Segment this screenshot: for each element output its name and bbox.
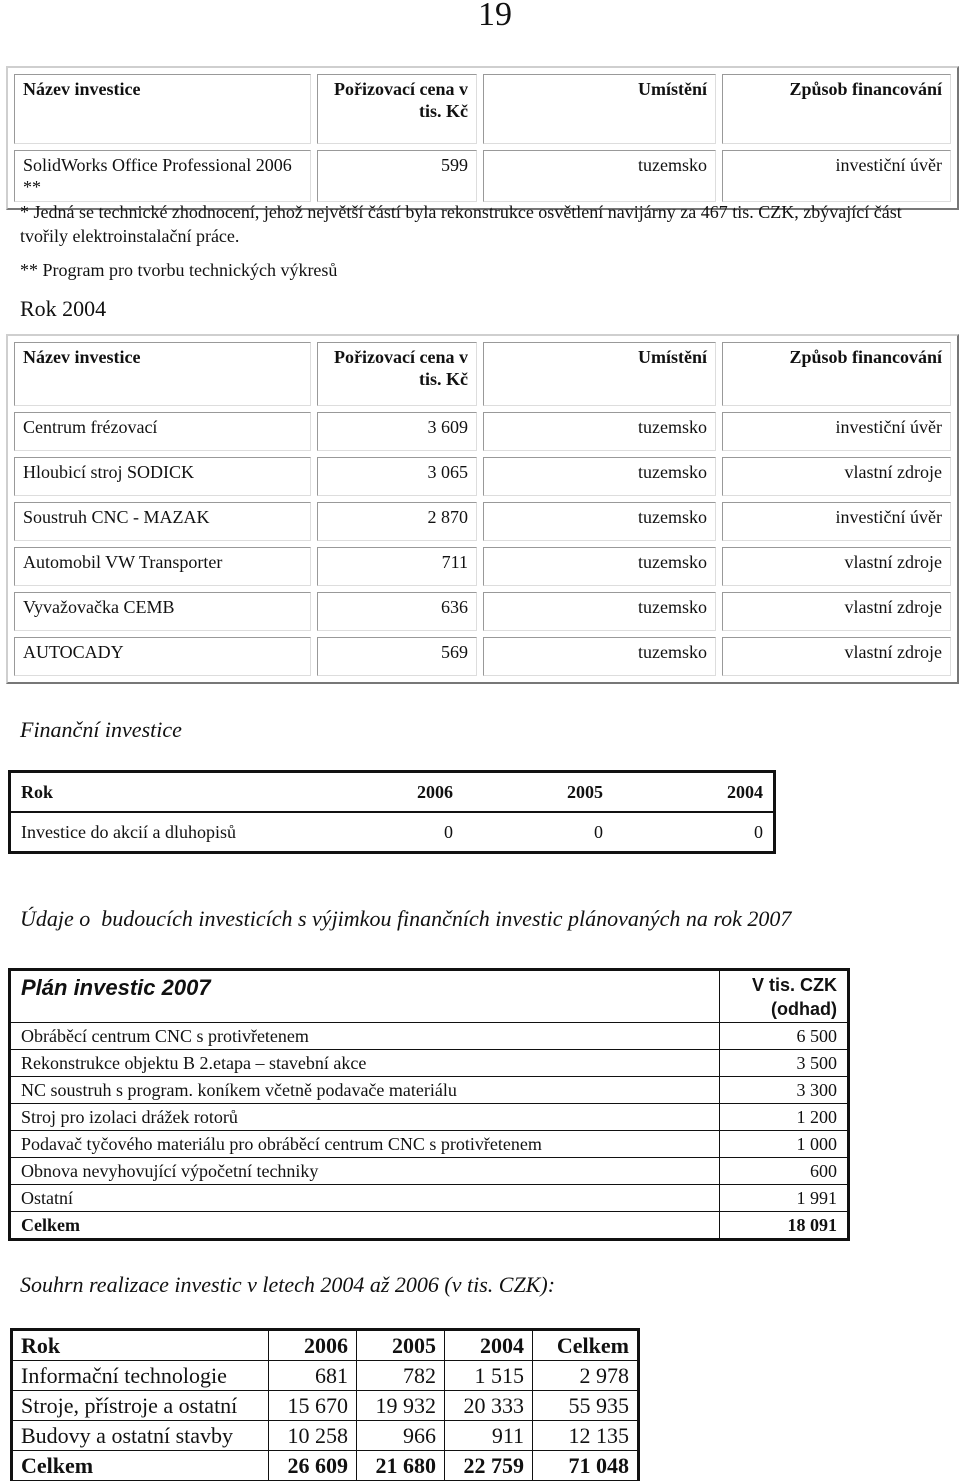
- cell-price: 599: [317, 150, 477, 202]
- table-header-row: [11, 971, 848, 1023]
- financial-investment-table: [8, 770, 776, 854]
- header-2006: 2006: [313, 773, 463, 812]
- cell-name: SolidWorks Office Professional 2006 **: [14, 150, 311, 202]
- cell-value: 1 000: [720, 1131, 848, 1158]
- cell-financing: vlastní zdroje: [722, 637, 951, 676]
- cell-name: Automobil VW Transporter: [14, 547, 311, 586]
- footnote-double-star: ** Program pro tvorbu technických výkresů: [20, 260, 338, 280]
- total-2004: 22 759: [445, 1451, 533, 1481]
- header-name: Název investice: [14, 342, 311, 406]
- table-row: [13, 1391, 638, 1421]
- table-row: [11, 1185, 848, 1212]
- section-title-financial: Finanční investice: [20, 717, 182, 742]
- cell-2006: 0: [444, 821, 453, 842]
- cell-name: Vyvažovačka CEMB: [14, 592, 311, 631]
- cell-name: Centrum frézovací: [14, 412, 311, 451]
- header-location: Umístění: [483, 74, 716, 144]
- header-financing: Způsob financování: [722, 74, 951, 144]
- table-row: [11, 1050, 848, 1077]
- header-price: Pořizovací cena v tis. Kč: [317, 74, 477, 144]
- table-row: [14, 592, 951, 631]
- table-row: [14, 457, 951, 496]
- cell-value: 1 200: [720, 1104, 848, 1131]
- plan-investments-table: [8, 968, 850, 1241]
- cell-location: tuzemsko: [483, 637, 716, 676]
- table-header-row: [13, 1331, 638, 1361]
- cell-name: Ostatní: [11, 1185, 720, 1212]
- cell-financing: vlastní zdroje: [722, 592, 951, 631]
- cell-2004: 20 333: [445, 1391, 533, 1421]
- cell-location: tuzemsko: [483, 547, 716, 586]
- cell-name: NC soustruh s program. koníkem včetně podavače materiálu: [11, 1077, 720, 1104]
- cell-2004: 0: [754, 821, 763, 842]
- table-header-row: [11, 773, 773, 812]
- cell-name: Hloubicí stroj SODICK: [14, 457, 311, 496]
- cell-total: 55 935: [533, 1391, 638, 1421]
- header-financing: Způsob financování: [722, 342, 951, 406]
- table-row: [11, 1131, 848, 1158]
- cell-location: tuzemsko: [483, 412, 716, 451]
- cell-name: Podavač tyčového materiálu pro obráběcí centrum CNC s protivřetenem: [11, 1131, 720, 1158]
- table-row: [11, 1104, 848, 1131]
- table-row: [14, 547, 951, 586]
- investment-table-2006: [6, 66, 959, 210]
- cell-total: 2 978: [533, 1361, 638, 1391]
- cell-financing: vlastní zdroje: [722, 457, 951, 496]
- cell-2004: 1 515: [445, 1361, 533, 1391]
- cell-price: 3 609: [317, 412, 477, 451]
- total-all: 71 048: [533, 1451, 638, 1481]
- summary-table: [10, 1328, 640, 1481]
- footnote-star: * Jedná se technické zhodnocení, jehož největší částí byla rekonstrukce osvětlení navijárny za 467 tis. CZK, zbývající část tvořily elektroinstalační práce.: [20, 202, 902, 246]
- header-price: Pořizovací cena v tis. Kč: [317, 342, 477, 406]
- cell-location: tuzemsko: [483, 592, 716, 631]
- table-row: [11, 812, 773, 851]
- table-row: [11, 1023, 848, 1050]
- table-header-row: [14, 74, 951, 144]
- table-row: [14, 637, 951, 676]
- cell-name: Investice do akcií a dluhopisů: [21, 821, 236, 842]
- header-year: Rok: [11, 773, 313, 812]
- plan-unit: V tis. CZK (odhad): [720, 971, 848, 1023]
- cell-financing: vlastní zdroje: [722, 547, 951, 586]
- cell-price: 711: [317, 547, 477, 586]
- header-2004: 2004: [445, 1331, 533, 1361]
- cell-price: 636: [317, 592, 477, 631]
- cell-name: Budovy a ostatní stavby: [13, 1421, 269, 1451]
- cell-name: Obráběcí centrum CNC s protivřetenem: [11, 1023, 720, 1050]
- cell-price: 2 870: [317, 502, 477, 541]
- cell-2006: 15 670: [269, 1391, 357, 1421]
- table-total-row: [13, 1451, 638, 1481]
- section-title-summary: Souhrn realizace investic v letech 2004 až 2006 (v tis. CZK):: [20, 1272, 556, 1297]
- table-row: [11, 1077, 848, 1104]
- cell-financing: investiční úvěr: [722, 502, 951, 541]
- cell-financing: investiční úvěr: [722, 150, 951, 202]
- cell-2005: 0: [594, 821, 603, 842]
- cell-name: AUTOCADY: [14, 637, 311, 676]
- table-row: [11, 1158, 848, 1185]
- investment-table-2004: [6, 334, 959, 684]
- cell-location: tuzemsko: [483, 457, 716, 496]
- table-row: [13, 1421, 638, 1451]
- table-row: [14, 502, 951, 541]
- table-row: [14, 150, 951, 202]
- header-2005: 2005: [463, 773, 613, 812]
- cell-2004: 911: [445, 1421, 533, 1451]
- table-row: [14, 412, 951, 451]
- total-2006: 26 609: [269, 1451, 357, 1481]
- cell-2006: 10 258: [269, 1421, 357, 1451]
- cell-2005: 966: [357, 1421, 445, 1451]
- cell-value: 3 500: [720, 1050, 848, 1077]
- cell-price: 569: [317, 637, 477, 676]
- cell-name: Rekonstrukce objektu B 2.etapa – stavební akce: [11, 1050, 720, 1077]
- page-number: 19: [478, 0, 512, 33]
- cell-name: Stroje, přístroje a ostatní: [13, 1391, 269, 1421]
- section-title-2004: Rok 2004: [20, 296, 107, 321]
- table-header-row: [14, 342, 951, 406]
- header-2005: 2005: [357, 1331, 445, 1361]
- cell-name: Soustruh CNC - MAZAK: [14, 502, 311, 541]
- table-row: [13, 1361, 638, 1391]
- cell-name: Obnova nevyhovující výpočetní techniky: [11, 1158, 720, 1185]
- cell-name: Informační technologie: [13, 1361, 269, 1391]
- cell-value: 1 991: [720, 1185, 848, 1212]
- header-name: Název investice: [14, 74, 311, 144]
- plan-title: Plán investic 2007: [11, 971, 720, 1023]
- total-label: Celkem: [11, 1212, 720, 1239]
- cell-value: 3 300: [720, 1077, 848, 1104]
- total-label: Celkem: [13, 1451, 269, 1481]
- cell-name: Stroj pro izolaci drážek rotorů: [11, 1104, 720, 1131]
- total-2005: 21 680: [357, 1451, 445, 1481]
- header-total: Celkem: [533, 1331, 638, 1361]
- cell-location: tuzemsko: [483, 502, 716, 541]
- cell-2005: 782: [357, 1361, 445, 1391]
- table-total-row: [11, 1212, 848, 1239]
- cell-value: 6 500: [720, 1023, 848, 1050]
- cell-2005: 19 932: [357, 1391, 445, 1421]
- cell-2006: 681: [269, 1361, 357, 1391]
- header-year: Rok: [13, 1331, 269, 1361]
- cell-location: tuzemsko: [483, 150, 716, 202]
- header-2004: 2004: [613, 773, 773, 812]
- cell-total: 12 135: [533, 1421, 638, 1451]
- section-title-future: Údaje o budoucích investicích s výjimkou finančních investic plánovaných na rok 2007: [20, 906, 792, 931]
- header-2006: 2006: [269, 1331, 357, 1361]
- cell-value: 600: [720, 1158, 848, 1185]
- cell-price: 3 065: [317, 457, 477, 496]
- header-location: Umístění: [483, 342, 716, 406]
- total-value: 18 091: [720, 1212, 848, 1239]
- cell-financing: investiční úvěr: [722, 412, 951, 451]
